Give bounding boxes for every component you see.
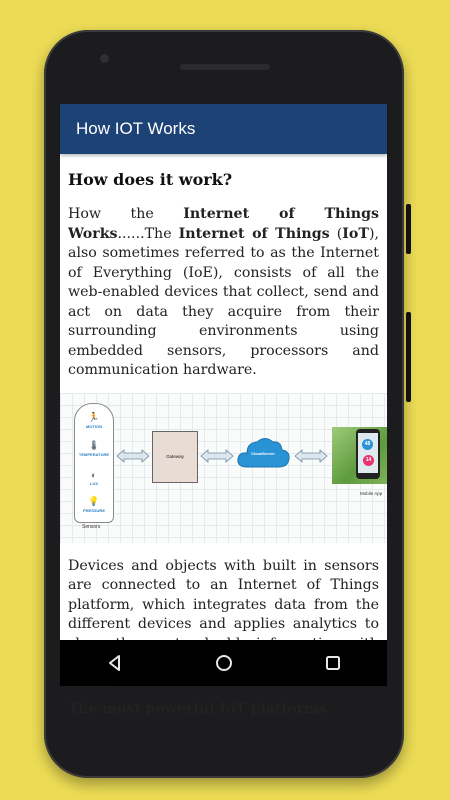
nav-back-button[interactable]	[95, 643, 135, 683]
double-arrow-icon	[200, 449, 234, 463]
power-button	[406, 312, 411, 402]
second-paragraph: Devices and objects with built in sensors are connected to an Internet of Things platform, which integrates data from the different devices and applies analytics to	[68, 557, 379, 632]
lux-icon: ◐	[91, 469, 97, 480]
clipped-next-line: The most powerful IoT platforms	[68, 701, 327, 717]
mobile-app-caption: Mobile App	[360, 490, 383, 496]
iot-diagram	[60, 393, 387, 543]
pressure-icon: 💡	[88, 495, 100, 506]
intro-text-3: (	[329, 225, 343, 242]
sensor-pressure-label: PRESSURE	[82, 507, 105, 513]
article-heading: How does it work?	[68, 170, 233, 189]
intro-text-2: ......The	[117, 225, 179, 242]
sensor-motion	[75, 412, 113, 429]
sensor-panel	[74, 403, 114, 523]
nav-home-button[interactable]	[204, 643, 244, 683]
sensor-lux-label: LUX	[90, 480, 98, 486]
intro-bold-2: Internet of Things	[178, 225, 330, 242]
earpiece-speaker	[180, 64, 270, 70]
home-icon	[214, 653, 234, 673]
app-screen	[60, 104, 387, 717]
sensors-caption: Sensors	[82, 523, 101, 530]
intro-bold-3: IoT	[342, 225, 369, 242]
sensor-temperature	[75, 440, 113, 457]
cloud-label: CloudServer	[251, 450, 275, 456]
intro-paragraph	[68, 205, 379, 381]
volume-button	[406, 204, 411, 254]
recents-icon	[324, 654, 342, 672]
intro-bold-1: Internet of Things Works	[68, 206, 379, 242]
app-title: How IOT Works	[76, 119, 196, 138]
back-icon	[106, 654, 124, 672]
gateway-box	[152, 431, 198, 483]
bubble-blue: 48	[362, 439, 373, 450]
sensor-lux	[75, 470, 113, 486]
double-arrow-icon	[116, 449, 150, 463]
intro-text-1: How the	[68, 206, 184, 222]
bubble-pink: 14	[363, 455, 374, 466]
smartphone-screen	[358, 433, 378, 473]
sensor-pressure	[75, 496, 113, 513]
thermometer-icon: 🌡	[88, 439, 100, 450]
app-bar	[60, 104, 387, 154]
double-arrow-icon	[294, 449, 328, 463]
mobile-app-image	[332, 427, 387, 484]
article-content[interactable]	[60, 154, 387, 717]
motion-icon: 🏃	[88, 411, 100, 422]
front-camera	[100, 54, 109, 63]
smartphone-icon	[356, 429, 380, 479]
sensor-motion-label: MOTION	[86, 423, 102, 429]
sensor-temperature-label: TEMPERATURE	[78, 451, 110, 457]
intro-text-4: ), also sometimes referred to as the Internet of Everything (IoE), consists of all the web-enabled devices that collect, send and act on data they acquire from their surrounding environments using embedded sensors, processors and communication hardware.	[68, 225, 379, 378]
gateway-label: Gateway	[166, 454, 184, 459]
system-nav-bar	[60, 640, 387, 686]
nav-recents-button[interactable]	[313, 643, 353, 683]
